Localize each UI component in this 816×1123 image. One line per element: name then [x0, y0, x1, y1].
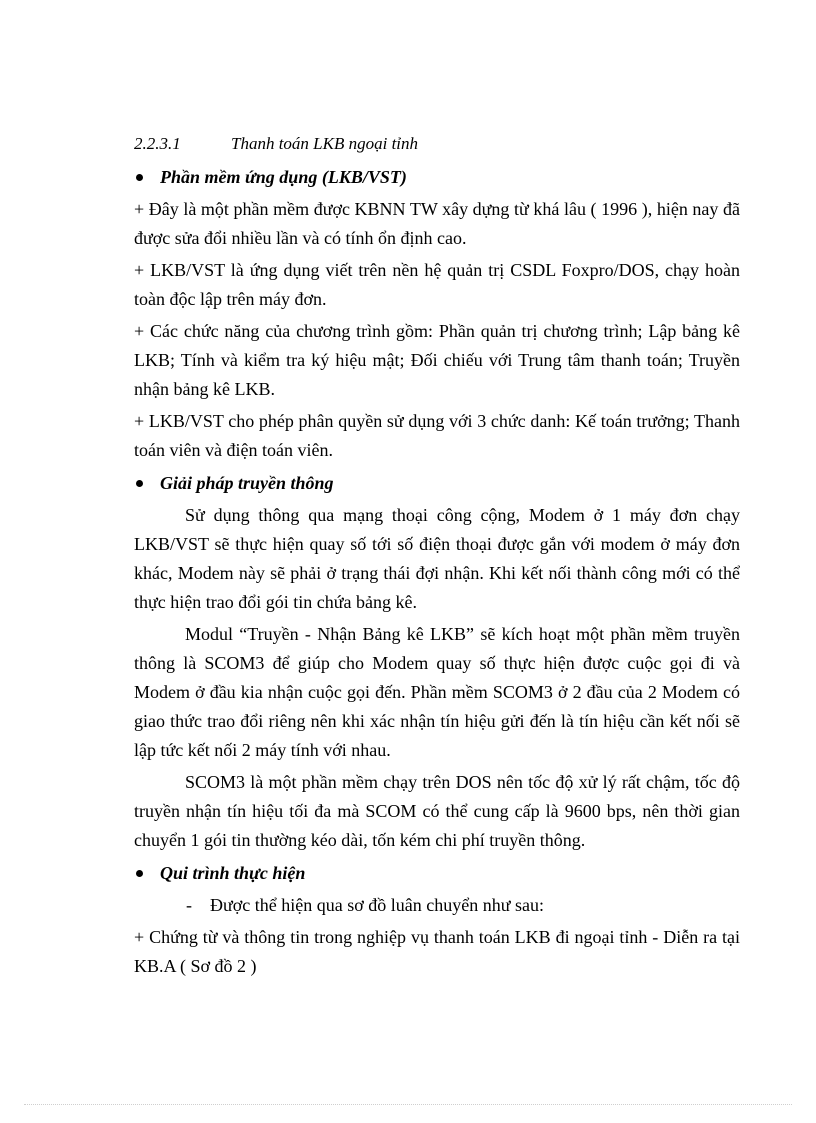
paragraph: + Đây là một phần mềm được KBNN TW xây dựng từ khá lâu ( 1996 ), hiện nay đã được sửa đổi nhiều lần và có tính ổn định cao. [134, 199, 740, 248]
paragraph: Sử dụng thông qua mạng thoại công cộng, Modem ở 1 máy đơn chạy LKB/VST sẽ thực hiện quay số tới số điện thoại được gắn với modem ở máy đơn khác, Modem này sẽ phải ở trạng thái đợi nhận. Khi kết nối thành công mới có thể thực hiện trao đổi gói tin chứa bảng kê. [134, 505, 740, 612]
paragraph: Modul “Truyền - Nhận Bảng kê LKB” sẽ kích hoạt một phần mềm truyền thông là SCOM3 để giúp cho Modem quay số thực hiện được cuộc gọi đi và Modem ở đầu kia nhận cuộc gọi đến. Phần mềm SCOM3 ở 2 đầu của 2 Modem có giao thức trao đổi riêng nên khi xác nhận tín hiệu gửi đến là tín hiệu cần kết nối sẽ lập tức kết nối 2 máy tính với nhau. [134, 624, 740, 760]
bullet-dot-icon [136, 174, 143, 181]
paragraph: SCOM3 là một phần mềm chạy trên DOS nên tốc độ xử lý rất chậm, tốc độ truyền nhận tín hiệu tối đa mà SCOM có thể cung cấp là 9600 bps, nên thời gian chuyển 1 gói tin thường kéo dài, tốn kém chi phí truyền thông. [134, 772, 740, 850]
bullet-heading-software [134, 163, 740, 192]
paragraph: + LKB/VST là ứng dụng viết trên nền hệ quản trị CSDL Foxpro/DOS, chạy hoàn toàn độc lập trên máy đơn. [134, 260, 740, 309]
bullet-heading-software-text: Phần mềm ứng dụng (LKB/VST) [160, 167, 407, 187]
dash-list-item [134, 891, 740, 920]
paragraph: + Các chức năng của chương trình gồm: Phần quản trị chương trình; Lập bảng kê LKB; Tính và kiểm tra ký hiệu mật; Đối chiếu với Trung tâm thanh toán; Truyền nhận bảng kê LKB. [134, 321, 740, 399]
document-body [134, 131, 740, 984]
bullet-heading-process-text: Qui trình thực hiện [160, 863, 306, 883]
paragraph: + Chứng từ và thông tin trong nghiệp vụ thanh toán LKB đi ngoại tỉnh - Diễn ra tại KB.A ( Sơ đồ 2 ) [134, 927, 740, 976]
bullet-dot-icon [136, 480, 143, 487]
footer-divider [24, 1104, 792, 1105]
section-title: Thanh toán LKB ngoại tỉnh [231, 134, 419, 153]
bullet-heading-communication [134, 469, 740, 498]
paragraph: + LKB/VST cho phép phân quyền sử dụng với 3 chức danh: Kế toán trưởng; Thanh toán viên và điện toán viên. [134, 411, 740, 460]
dash-marker: - [186, 895, 192, 915]
bullet-dot-icon [136, 870, 143, 877]
section-heading [134, 131, 740, 157]
section-number: 2.2.3.1 [134, 134, 181, 153]
dash-list-item-text: Được thể hiện qua sơ đồ luân chuyển như sau: [210, 895, 544, 915]
bullet-heading-process [134, 859, 740, 888]
bullet-heading-communication-text: Giải pháp truyền thông [160, 473, 334, 493]
